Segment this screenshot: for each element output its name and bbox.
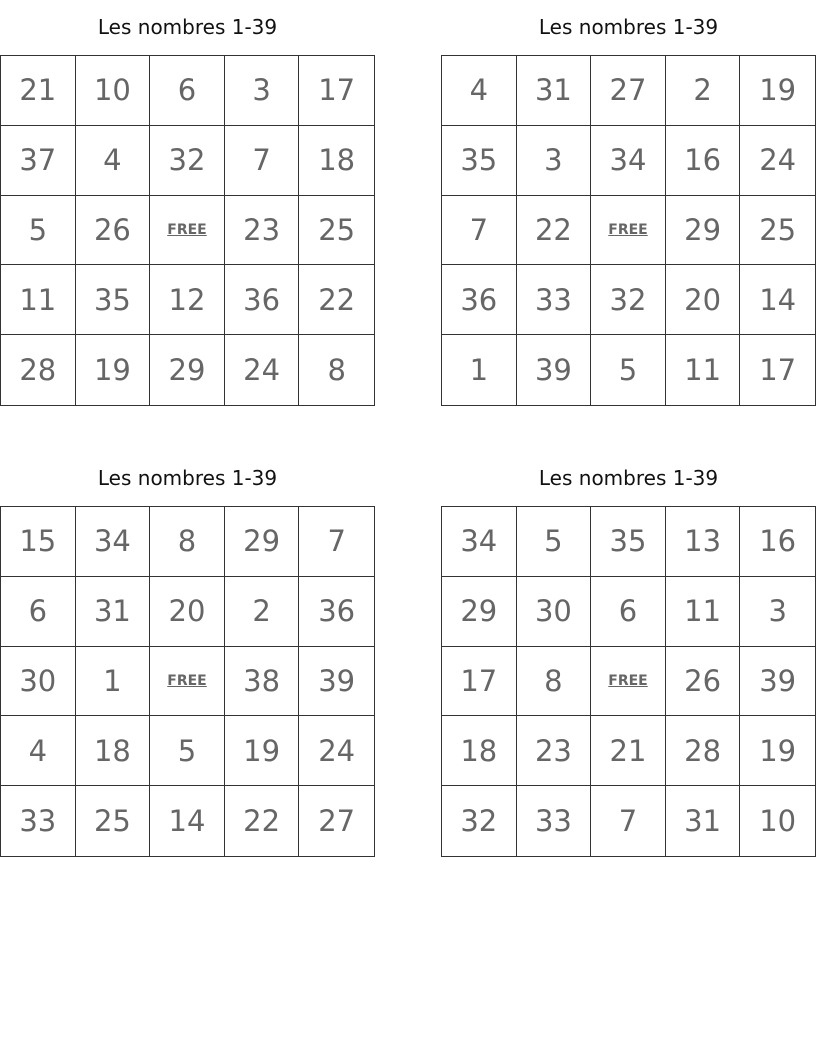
- number-cell: 7: [225, 126, 300, 196]
- number-cell: 6: [150, 56, 225, 126]
- number-cell: 17: [759, 353, 797, 388]
- number-cell: 39: [517, 335, 592, 405]
- number-cell: 18: [442, 716, 517, 786]
- number-cell: 37: [1, 126, 76, 196]
- number-cell: 28: [1, 335, 76, 405]
- number-cell: 23: [225, 196, 300, 266]
- number-cell: 34: [442, 507, 517, 577]
- number-cell: 17: [442, 647, 517, 717]
- number-cell: 21: [1, 56, 76, 126]
- number-cell: 14: [740, 265, 815, 335]
- number-cell: 2: [225, 577, 300, 647]
- number-cell: 12: [150, 265, 225, 335]
- number-cell: 29: [150, 335, 225, 405]
- number-cell: 23: [517, 716, 592, 786]
- number-cell: 30: [517, 577, 592, 647]
- number-cell: 24: [299, 716, 374, 786]
- number-cell: 15: [1, 507, 76, 577]
- number-cell: 16: [740, 507, 815, 577]
- number-cell: 34: [76, 507, 151, 577]
- number-cell: 35: [442, 126, 517, 196]
- card-title: Les nombres 1-39: [538, 15, 719, 39]
- number-cell: 10: [759, 804, 797, 839]
- number-cell: 26: [666, 647, 741, 717]
- number-cell: 36: [225, 265, 300, 335]
- bingo-card-2: [441, 0, 816, 406]
- number-cell: 34: [591, 126, 666, 196]
- number-cell: 29: [666, 196, 741, 266]
- number-cell: 31: [666, 786, 741, 856]
- number-cell: 24: [740, 126, 815, 196]
- number-cell: 8: [517, 647, 592, 717]
- number-cell: 19: [740, 56, 815, 126]
- number-cell: 29: [442, 577, 517, 647]
- number-cell: 13: [666, 507, 741, 577]
- number-cell: 18: [299, 126, 374, 196]
- number-cell: 19: [225, 716, 300, 786]
- number-cell: 25: [740, 196, 815, 266]
- bingo-card-1: [0, 0, 375, 406]
- number-cell: 11: [666, 335, 741, 405]
- free-cell: FREE: [150, 196, 225, 266]
- number-cell: 2: [666, 56, 741, 126]
- number-cell: 18: [76, 716, 151, 786]
- number-cell: 19: [76, 335, 151, 405]
- number-cell: 20: [666, 265, 741, 335]
- number-cell: 14: [150, 786, 225, 856]
- number-cell: 7: [591, 786, 666, 856]
- number-cell: 4: [442, 56, 517, 126]
- number-cell: 24: [225, 335, 300, 405]
- number-cell: 5: [150, 716, 225, 786]
- number-cell: 29: [225, 507, 300, 577]
- number-cell: 5: [591, 335, 666, 405]
- number-cell: 35: [76, 265, 151, 335]
- number-cell: 11: [1, 265, 76, 335]
- number-cell: 27: [591, 56, 666, 126]
- number-cell: 28: [666, 716, 741, 786]
- number-cell: 19: [740, 716, 815, 786]
- number-cell: 31: [76, 577, 151, 647]
- bingo-card-4: [441, 451, 816, 857]
- number-cell: 1: [442, 335, 517, 405]
- number-cell: 38: [225, 647, 300, 717]
- number-cell: 20: [150, 577, 225, 647]
- number-cell: 11: [666, 577, 741, 647]
- number-cell: 33: [517, 265, 592, 335]
- card-title: Les nombres 1-39: [538, 466, 719, 490]
- number-cell: 33: [1, 786, 76, 856]
- number-cell: 7: [442, 196, 517, 266]
- number-cell: 33: [517, 786, 592, 856]
- number-cell: 32: [442, 786, 517, 856]
- number-cell: 4: [1, 716, 76, 786]
- number-cell: 27: [318, 804, 356, 839]
- number-cell: 6: [1, 577, 76, 647]
- number-cell: 3: [740, 577, 815, 647]
- number-cell: 36: [299, 577, 374, 647]
- number-cell: 25: [299, 196, 374, 266]
- number-cell: 8: [150, 507, 225, 577]
- number-cell: 21: [591, 716, 666, 786]
- bingo-grid: [441, 506, 816, 857]
- number-cell: 39: [299, 647, 374, 717]
- bingo-grid: [0, 55, 375, 406]
- bingo-grid: [0, 506, 375, 857]
- number-cell: 22: [299, 265, 374, 335]
- number-cell: 8: [327, 353, 346, 388]
- number-cell: 22: [517, 196, 592, 266]
- number-cell: 5: [1, 196, 76, 266]
- free-cell: FREE: [591, 647, 666, 717]
- bingo-card-3: [0, 451, 375, 857]
- number-cell: 26: [76, 196, 151, 266]
- free-cell: FREE: [150, 647, 225, 717]
- number-cell: 17: [299, 56, 374, 126]
- card-title: Les nombres 1-39: [97, 15, 278, 39]
- number-cell: 31: [517, 56, 592, 126]
- free-cell: FREE: [591, 196, 666, 266]
- number-cell: 16: [666, 126, 741, 196]
- number-cell: 10: [76, 56, 151, 126]
- number-cell: 39: [740, 647, 815, 717]
- card-title: Les nombres 1-39: [97, 466, 278, 490]
- number-cell: 6: [591, 577, 666, 647]
- number-cell: 35: [591, 507, 666, 577]
- number-cell: 4: [76, 126, 151, 196]
- number-cell: 7: [299, 507, 374, 577]
- number-cell: 36: [442, 265, 517, 335]
- number-cell: 3: [517, 126, 592, 196]
- number-cell: 32: [150, 126, 225, 196]
- number-cell: 5: [517, 507, 592, 577]
- number-cell: 25: [76, 786, 151, 856]
- number-cell: 1: [76, 647, 151, 717]
- number-cell: 3: [225, 56, 300, 126]
- bingo-grid: [441, 55, 816, 406]
- number-cell: 22: [225, 786, 300, 856]
- number-cell: 30: [1, 647, 76, 717]
- number-cell: 32: [591, 265, 666, 335]
